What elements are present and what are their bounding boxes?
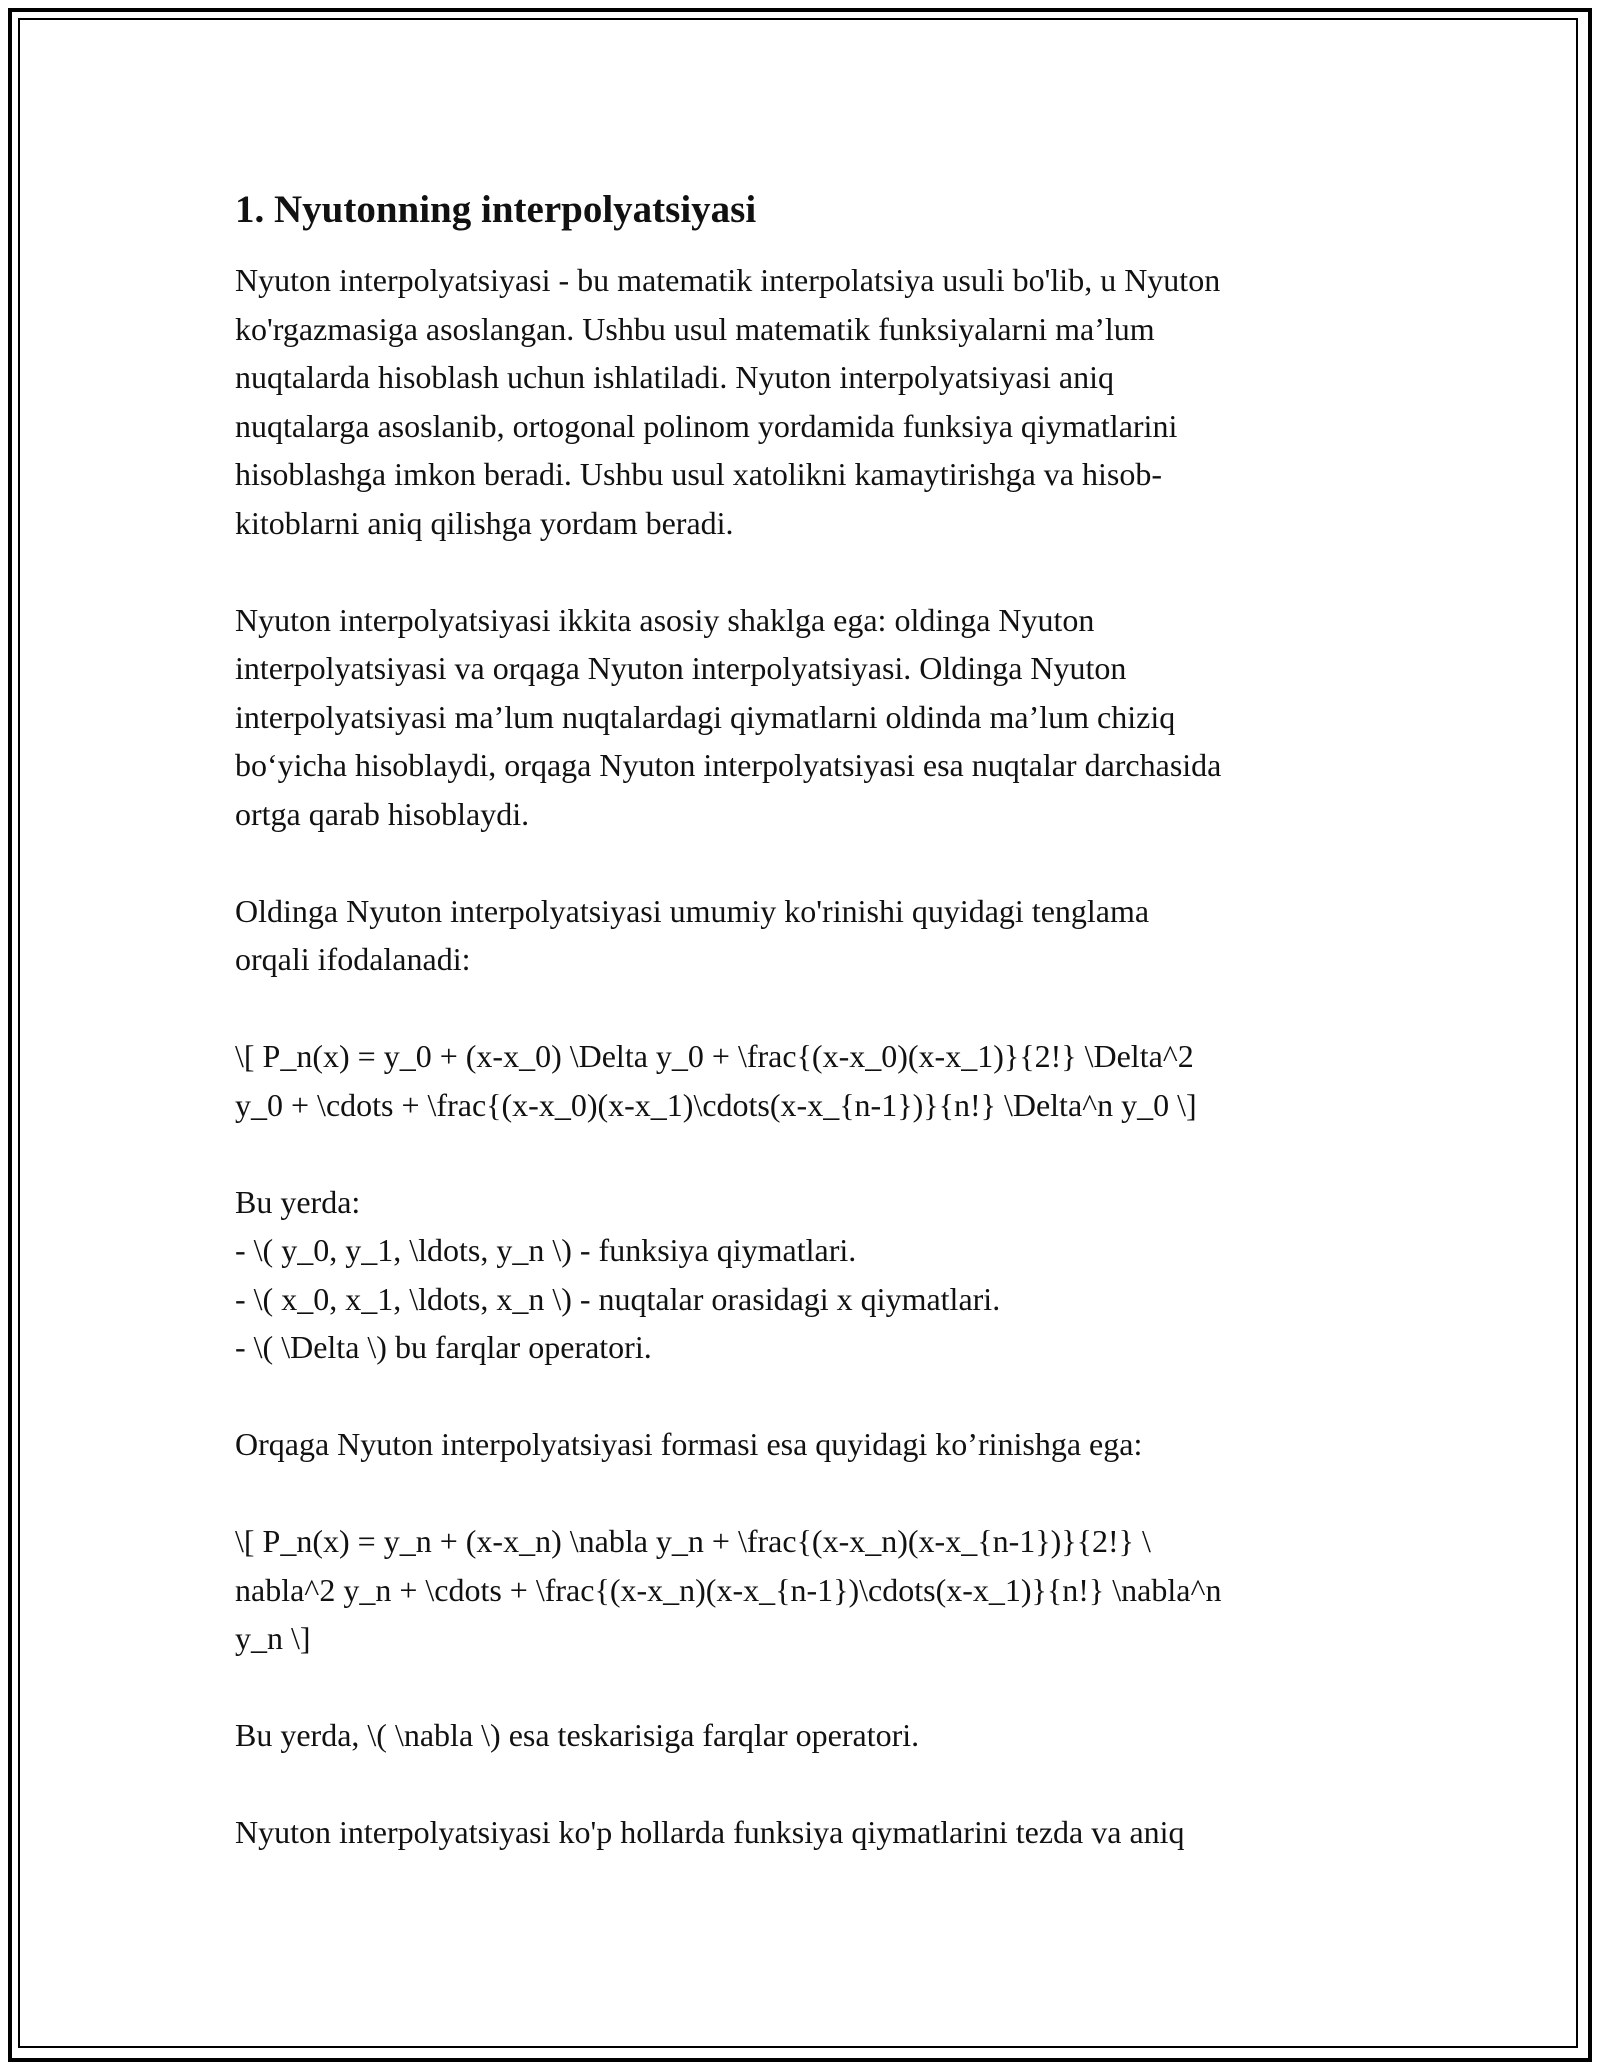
paragraph-definitions: Bu yerda: - \( y_0, y_1, \ldots, y_n \) - funksiya qiymatlari. - \( x_0, x_1, \ldots, x_n \) - nuqtalar orasidagi x qiymatlari. - \( \Delta \) bu farqlar operatori.: [235, 1183, 1001, 1365]
formula-backward: \[ P_n(x) = y_n + (x-x_n) \nabla y_n + \frac{(x-x_n)(x-x_{n-1})}{2!} \ nabla^2 y_n + \cdots + \frac{(x-x_n)(x-x_{n-1})\cdots(x-x_1)}{n!} \nabla^n y_n \]: [235, 1523, 1222, 1656]
formula-forward: \[ P_n(x) = y_0 + (x-x_0) \Delta y_0 + \frac{(x-x_0)(x-x_1)}{2!} \Delta^2 y_0 + \cdots + \frac{(x-x_0)(x-x_1)\cdots(x-x_{n-1})}{n!} \Delta^n y_0 \]: [235, 1038, 1197, 1123]
document-body: [235, 186, 1375, 1857]
paragraph-nabla-note: Bu yerda, \( \nabla \) esa teskarisiga farqlar operatori.: [235, 1717, 920, 1753]
paragraph-forward-intro: Oldinga Nyuton interpolyatsiyasi umumiy ko'rinishi quyidagi tenglama orqali ifodalanadi:: [235, 892, 1150, 977]
section-heading: 1. Nyutonning interpolyatsiyasi: [235, 188, 757, 231]
paragraph-forms: Nyuton interpolyatsiyasi ikkita asosiy shaklga ega: oldinga Nyuton interpolyatsiyasi va orqaga Nyuton interpolyatsiyasi. Oldinga Nyuton interpolyatsiyasi ma’lum nuqtalardagi qiymatlarni oldinda ma’lum chiziq bo‘yicha hisoblaydi, orqaga Nyuton interpolyatsiyasi esa nuqtalar darchasida ortga qarab hisoblaydi.: [235, 601, 1222, 832]
paragraph-backward-intro: Orqaga Nyuton interpolyatsiyasi formasi esa quyidagi ko’rinishga ega:: [235, 1426, 1143, 1462]
paragraph-conclusion: Nyuton interpolyatsiyasi ko'p hollarda funksiya qiymatlarini tezda va aniq: [235, 1814, 1185, 1850]
paragraph-intro: Nyuton interpolyatsiyasi - bu matematik interpolatsiya usuli bo'lib, u Nyuton ko'rgazmasiga asoslangan. Ushbu usul matematik funksiyalarni ma’lum nuqtalarda hisoblash uchun ishlatiladi. Nyuton interpolyatsiyasi aniq nuqtalarga asoslanib, ortogonal polinom yordamida funksiya qiymatlarini hisoblashga imkon beradi. Ushbu usul xatolikni kamaytirishga va hisob- kitoblarni aniq qilishga yordam beradi.: [235, 262, 1221, 541]
